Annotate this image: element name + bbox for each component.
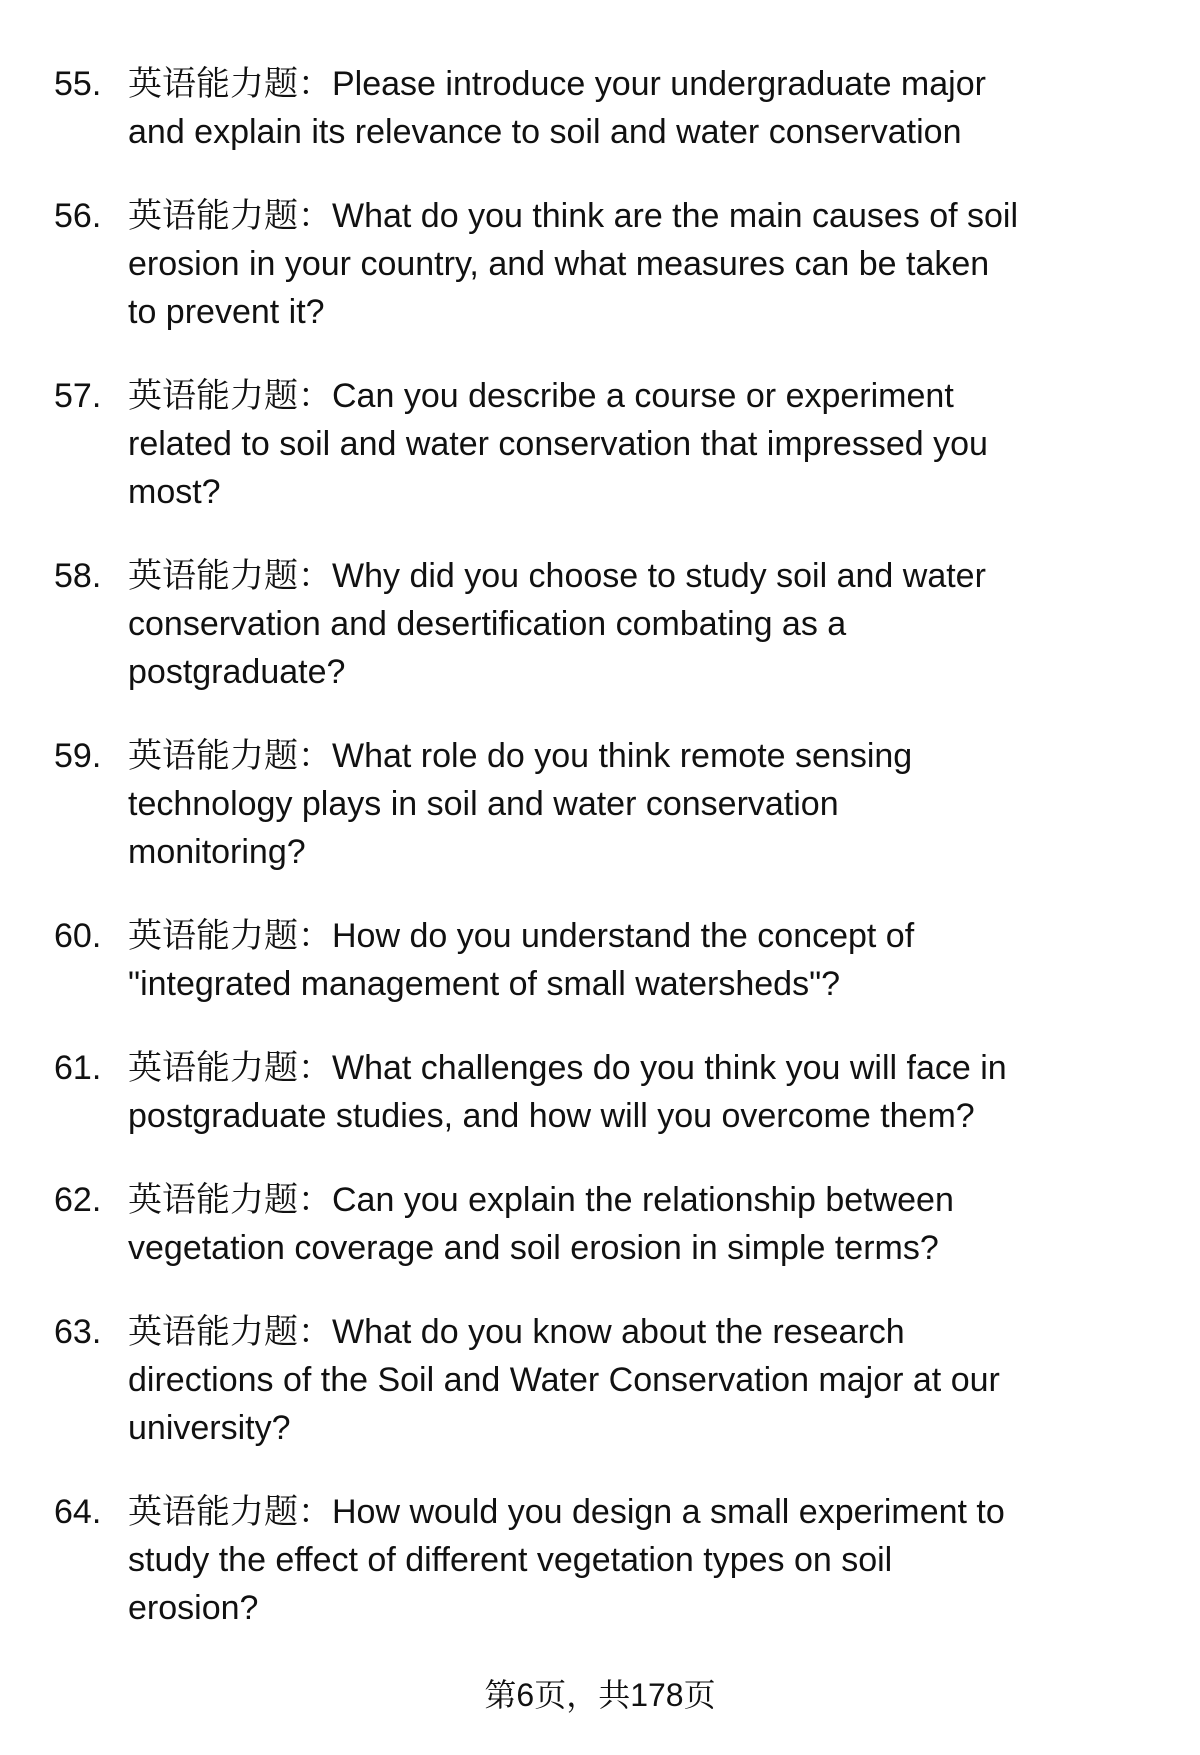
question-line: 英语能力题：What do you know about the research (128, 1313, 905, 1351)
question-line: 英语能力题：What do you think are the main causes of soil (128, 197, 1019, 235)
question-text (128, 1488, 1200, 1632)
question-number: 63. (54, 1313, 102, 1351)
question-line: 英语能力题：What role do you think remote sensing (128, 737, 913, 775)
question-number: 56. (54, 197, 102, 235)
question-text (128, 192, 1200, 336)
question-item (0, 372, 1200, 516)
question-line: related to soil and water conservation that impressed you (128, 425, 988, 463)
question-number: 62. (54, 1181, 102, 1219)
question-item (0, 1044, 1200, 1140)
question-text (128, 552, 1200, 696)
question-number: 60. (54, 917, 102, 955)
question-line: erosion in your country, and what measures can be taken (128, 245, 990, 283)
question-line: directions of the Soil and Water Conservation major at our (128, 1361, 1000, 1399)
question-line: vegetation coverage and soil erosion in simple terms? (128, 1229, 939, 1267)
question-line: technology plays in soil and water conservation (128, 785, 839, 823)
question-line: postgraduate? (128, 653, 346, 691)
question-text (128, 732, 1200, 876)
question-line: university? (128, 1409, 291, 1447)
question-number: 64. (54, 1493, 102, 1531)
question-number: 57. (54, 377, 102, 415)
question-item (0, 732, 1200, 876)
question-line: "integrated management of small watersheds"? (128, 965, 841, 1003)
question-line: study the effect of different vegetation types on soil (128, 1541, 893, 1579)
question-line: postgraduate studies, and how will you overcome them? (128, 1097, 975, 1135)
question-line: most? (128, 473, 221, 511)
question-item (0, 552, 1200, 696)
question-item (0, 1176, 1200, 1272)
question-line: erosion? (128, 1589, 259, 1627)
question-line: 英语能力题：Why did you choose to study soil and water (128, 557, 986, 595)
question-line: conservation and desertification combating as a (128, 605, 847, 643)
question-line: to prevent it? (128, 293, 325, 331)
question-number: 61. (54, 1049, 102, 1087)
question-item (0, 1308, 1200, 1452)
question-line: 英语能力题：How do you understand the concept of (128, 917, 915, 955)
question-text (128, 912, 1200, 1008)
question-text (128, 372, 1200, 516)
question-list (0, 60, 1200, 1668)
question-item (0, 1488, 1200, 1632)
question-item (0, 60, 1200, 156)
question-text (128, 1308, 1200, 1452)
question-number: 58. (54, 557, 102, 595)
question-number: 59. (54, 737, 102, 775)
question-line: 英语能力题：Can you describe a course or experiment (128, 377, 954, 415)
question-item (0, 912, 1200, 1008)
page-number-footer: 第6页，共178页 (484, 1677, 716, 1713)
question-item (0, 192, 1200, 336)
question-text (128, 60, 1200, 156)
question-number: 55. (54, 65, 102, 103)
question-line: 英语能力题：Can you explain the relationship between (128, 1181, 954, 1219)
question-line: 英语能力题：What challenges do you think you will face in (128, 1049, 1007, 1087)
question-text (128, 1176, 1200, 1272)
question-line: monitoring? (128, 833, 306, 871)
question-line: and explain its relevance to soil and water conservation (128, 113, 962, 151)
question-line: 英语能力题：Please introduce your undergraduate major (128, 65, 986, 103)
question-text (128, 1044, 1200, 1140)
question-line: 英语能力题：How would you design a small experiment to (128, 1493, 1005, 1531)
